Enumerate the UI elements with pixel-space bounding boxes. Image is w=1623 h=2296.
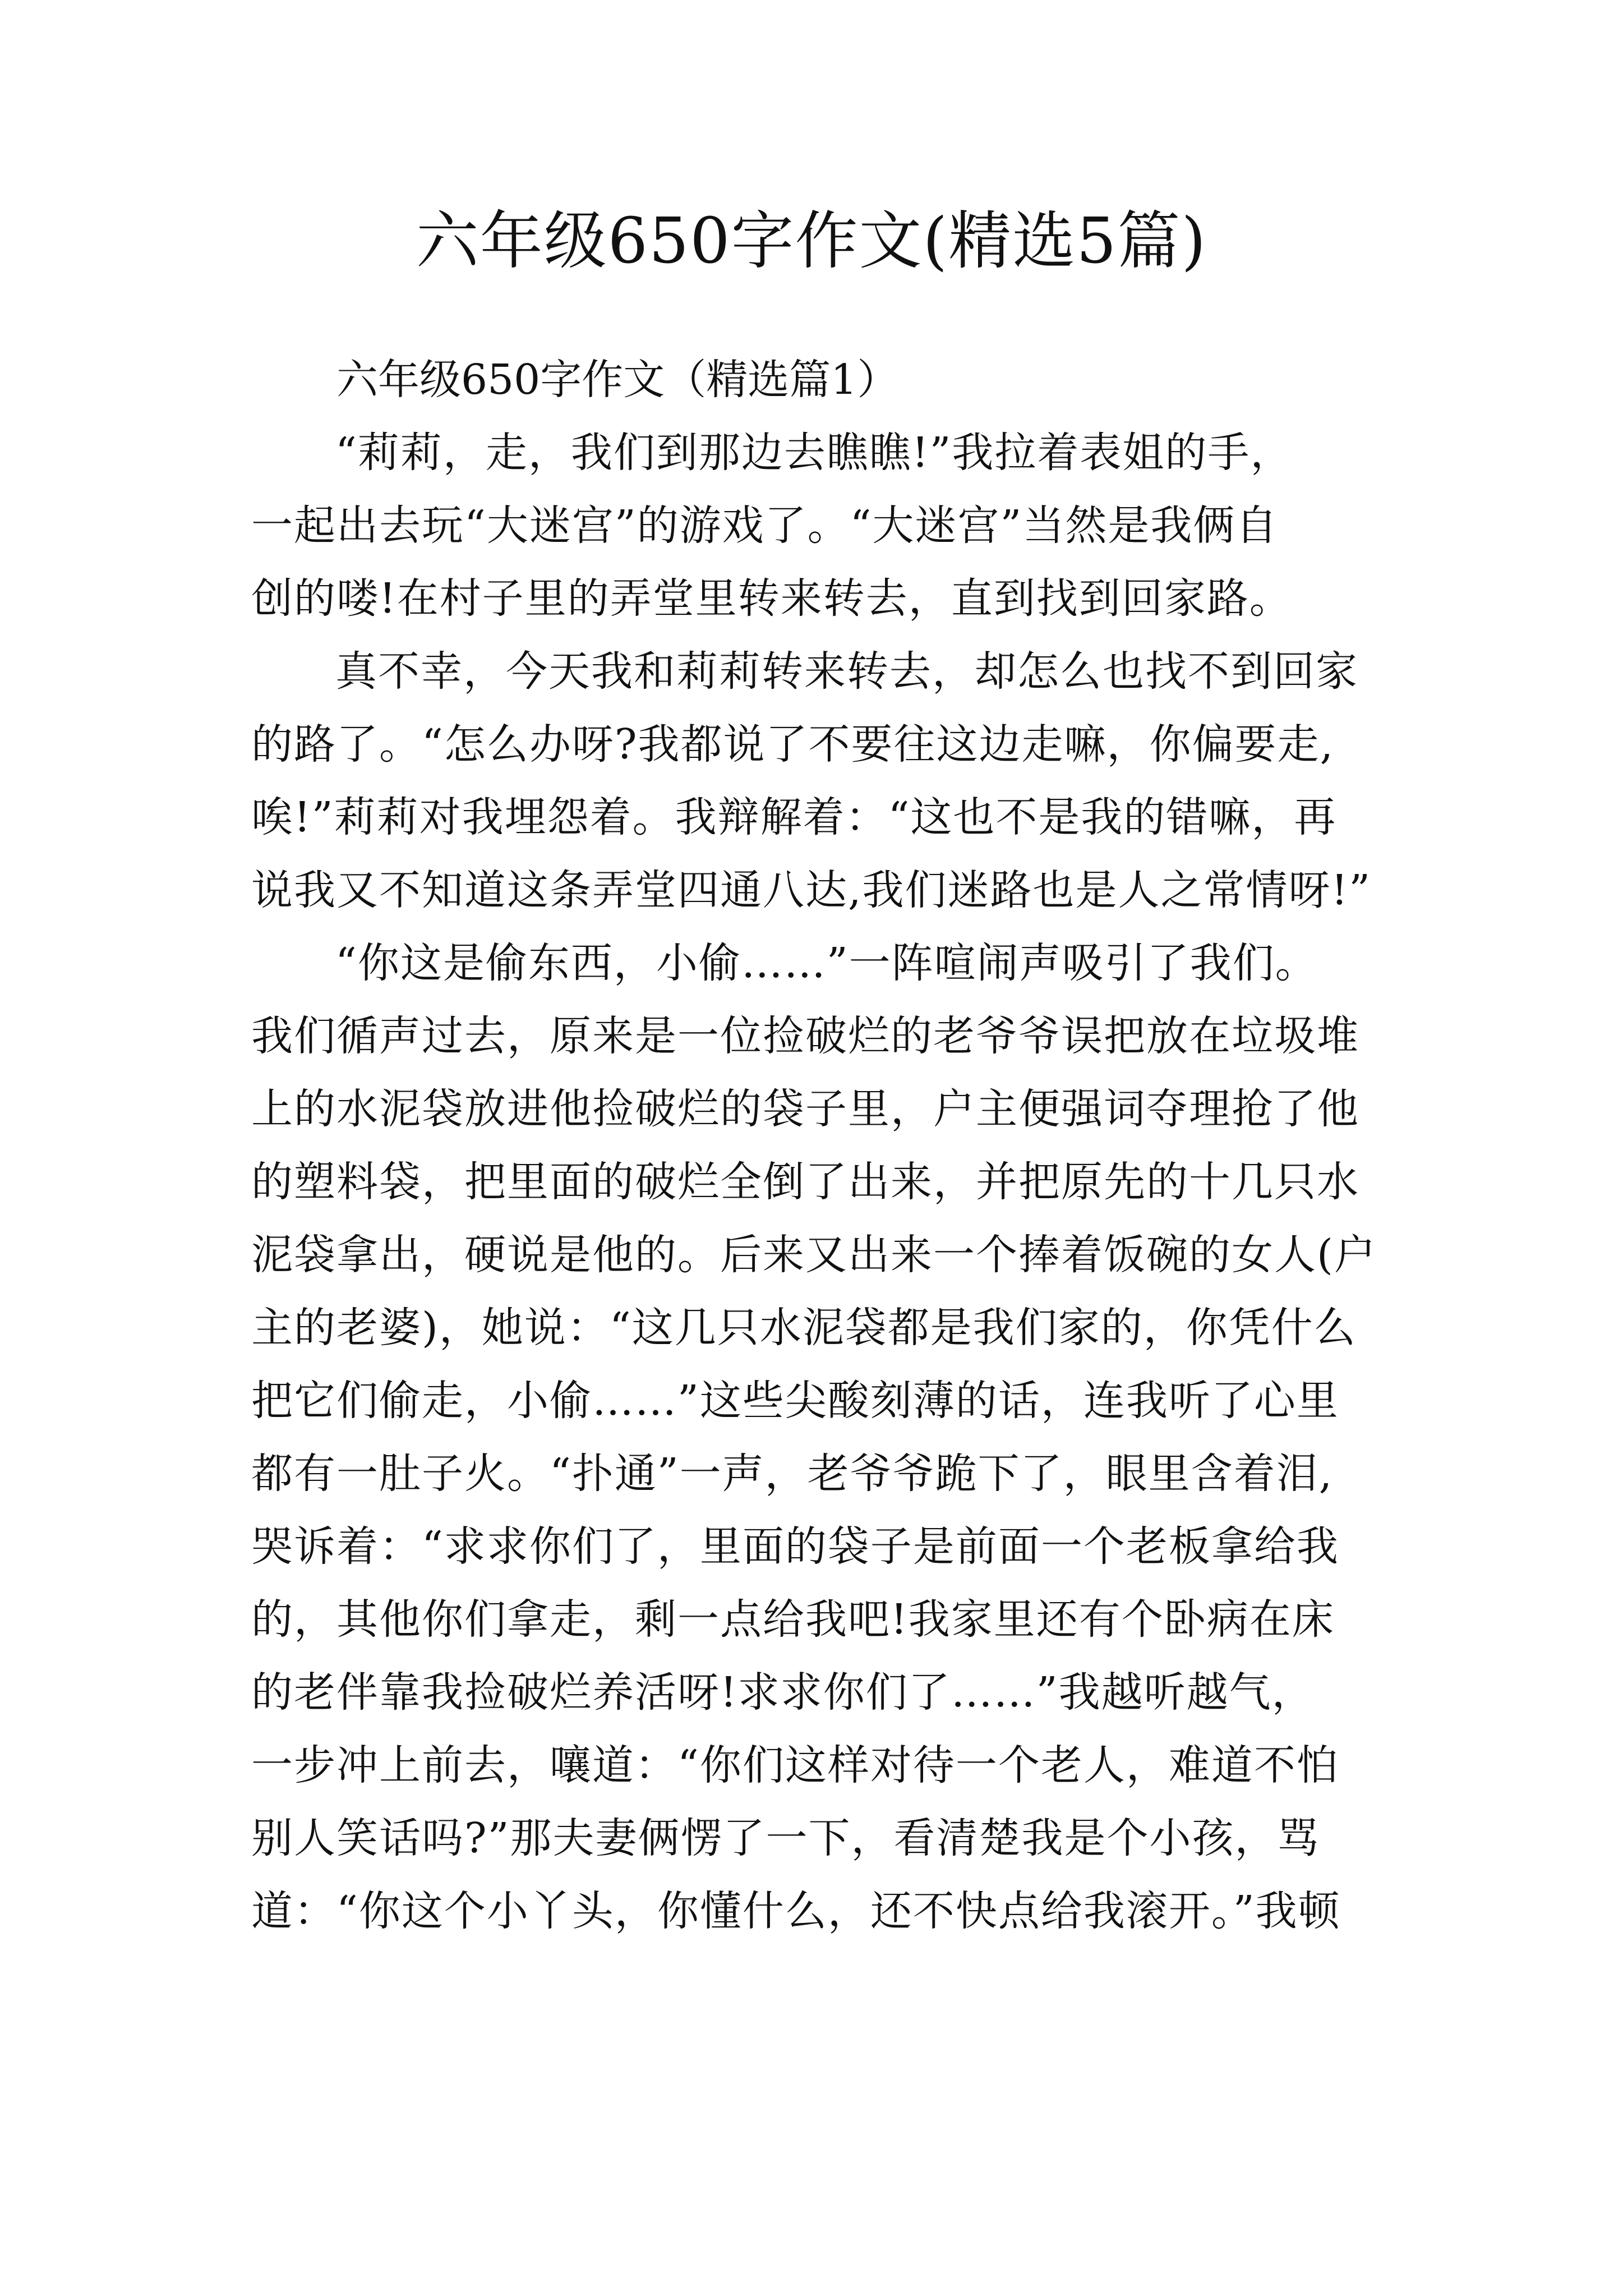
text-line: 道：“你这个小丫头，你懂什么，还不快点给我滚开。”我顿 <box>251 1887 1341 1935</box>
text-line: 的，其他你们拿走，剩一点给我吧!我家里还有个卧病在床 <box>251 1595 1335 1644</box>
text-line: 唉!”莉莉对我埋怨着。我辩解着：“这也不是我的错嘛，再 <box>251 793 1337 841</box>
text-line: “莉莉，走，我们到那边去瞧瞧!”我拉着表姐的手， <box>335 429 1293 477</box>
text-line: 泥袋拿出，硬说是他的。后来又出来一个捧着饭碗的女人(户 <box>251 1231 1377 1279</box>
text-line: 把它们偷走，小偷……”这些尖酸刻薄的话，连我听了心里 <box>251 1377 1339 1425</box>
text-line: 主的老婆)，她说：“这几只水泥袋都是我们家的，你凭什么 <box>251 1304 1357 1352</box>
text-line: 的老伴靠我捡破烂养活呀!求求你们了……”我越听越气， <box>251 1668 1315 1717</box>
paragraph <box>251 927 1384 1948</box>
document-title: 六年级650字作文(精选5篇) <box>416 205 1207 278</box>
text-line: 都有一肚子火。“扑通”一声，老爷爷跪下了，眼里含着泪, <box>251 1450 1334 1498</box>
text-line: 一步冲上前去，嚷道：“你们这样对待一个老人，难道不怕 <box>251 1741 1339 1789</box>
text-line: 上的水泥袋放进他捡破烂的袋子里，户主便强词夺理抢了他 <box>251 1085 1359 1133</box>
paragraph <box>251 635 1384 927</box>
text-line: “你这是偷东西，小偷……”一阵喧闹声吸引了我们。 <box>335 939 1318 987</box>
section-heading: 六年级650字作文（精选篇1） <box>336 356 899 404</box>
text-line: 我们循声过去，原来是一位捡破烂的老爷爷误把放在垃圾堆 <box>251 1012 1359 1060</box>
text-line: 创的喽!在村子里的弄堂里转来转去，直到找到回家路。 <box>251 574 1292 623</box>
text-line: 说我又不知道这条弄堂四通八达,我们迷路也是人之常情呀!” <box>251 866 1372 914</box>
text-line: 的塑料袋，把里面的破烂全倒了出来，并把原先的十几只水 <box>251 1158 1359 1206</box>
text-line: 一起出去玩“大迷宫”的游戏了。“大迷宫”当然是我俩自 <box>251 501 1279 550</box>
paragraph <box>251 416 1384 635</box>
text-line: 哭诉着：“求求你们了，里面的袋子是前面一个老板拿给我 <box>251 1522 1339 1571</box>
document-body <box>251 343 1384 1948</box>
text-line: 真不幸，今天我和莉莉转来转去，却怎么也找不到回家 <box>335 647 1358 696</box>
text-line: 的路了。“怎么办呀?我都说了不要往这边走嘛，你偏要走, <box>251 720 1335 769</box>
text-line: 别人笑话吗?”那夫妻俩愣了一下，看清楚我是个小孩，骂 <box>251 1814 1320 1862</box>
